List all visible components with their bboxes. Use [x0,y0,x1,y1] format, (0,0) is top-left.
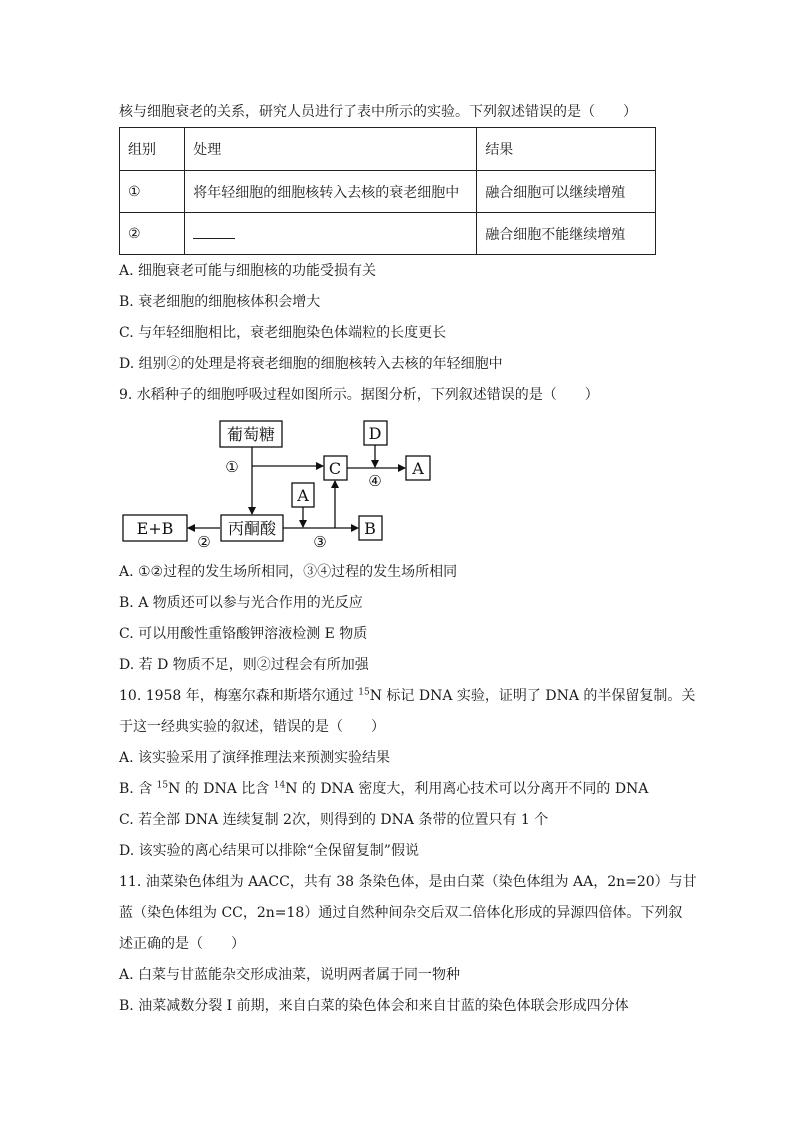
step-2-label: ② [197,533,211,548]
cell-result: 融合细胞不能继续增殖 [477,213,656,255]
d-label: D [368,424,382,443]
cell-treatment: 将年轻细胞的细胞核转入去核的衰老细胞中 [185,171,477,213]
experiment-table [119,127,656,255]
step-4-label: ④ [368,472,382,490]
q11-option-a: A. 白菜与甘蓝能杂交形成油菜，说明两者属于同一物种 [119,967,461,983]
q10-text: 10. 1958 年，梅塞尔森和斯塔尔通过 [119,688,359,704]
q8-option-c: C. 与年轻细胞相比，衰老细胞染色体端粒的长度更长 [119,325,447,341]
step-1-label: ① [225,458,239,476]
question-stem-q9: 9. 水稻种子的细胞呼吸过程如图所示。据图分析，下列叙述错误的是（ ） [119,387,599,403]
question-stem-q8: 核与细胞衰老的关系，研究人员进行了表中所示的实验。下列叙述错误的是（ ） [119,104,637,120]
question-stem-q11-cont: 述正确的是（ ） [119,936,245,952]
q10-option-d: D. 该实验的离心结果可以排除“全保留复制”假说 [119,843,419,859]
q10-text: N 标记 DNA 实验，证明了 DNA 的半保留复制。关 [369,688,696,704]
table-header-row [120,128,656,171]
isotope-superscript: 14 [273,780,286,791]
e-plus-b-label: E+B [136,519,174,538]
q9-option-a: A. ①②过程的发生场所相同，③④过程的发生场所相同 [119,564,458,580]
pyruvate-label: 丙酮酸 [227,519,277,538]
cell-treatment-blank [185,213,477,255]
cell-group: ② [120,213,185,255]
question-stem-q10-cont: 于这一经典实验的叙述，错误的是（ ） [119,719,385,735]
q9-option-b: B. A 物质还可以参与光合作用的光反应 [119,595,363,611]
header-treatment: 处理 [185,128,477,171]
q9-option-d: D. 若 D 物质不足，则②过程会有所加强 [119,657,369,673]
fill-blank-line [193,224,235,239]
q11-option-b: B. 油菜减数分裂 I 前期，来自白菜的染色体会和来自甘蓝的染色体联会形成四分体 [119,998,629,1014]
table-row [120,171,656,213]
q8-option-b: B. 衰老细胞的细胞核体积会增大 [119,294,321,310]
table-row [120,213,656,255]
step-3-label: ③ [313,533,327,548]
cell-result: 融合细胞可以继续增殖 [477,171,656,213]
question-stem-q11: 11. 油菜染色体组为 AACC，共有 38 条染色体，是由白菜（染色体组为 AA，2n=20）与甘 [119,874,697,890]
q10-text: N 的 DNA 密度大，利用离心技术可以分离开不同的 DNA [285,781,649,797]
q8-option-a: A. 细胞衰老可能与细胞核的功能受损有关 [119,263,377,279]
b-label: B [364,519,376,538]
q10-text: N 的 DNA 比含 [168,781,274,797]
q10-option-b [119,779,648,799]
isotope-superscript: 15 [358,687,370,698]
q10-text: B. 含 [119,781,157,797]
q8-option-d: D. 组别②的处理是将衰老细胞的细胞核转入去核的年轻细胞中 [119,356,503,372]
q10-option-c: C. 若全部 DNA 连续复制 2次，则得到的 DNA 条带的位置只有 1 个 [119,812,549,828]
header-result: 结果 [477,128,656,171]
header-group: 组别 [120,128,185,171]
question-stem-q11-cont: 蓝（染色体组为 CC，2n=18）通过自然种间杂交后双二倍体化形成的异源四倍体。下列叙 [119,905,683,921]
question-stem-q10 [119,686,695,706]
glucose-label: 葡萄糖 [226,425,276,444]
a-label-right: A [412,459,424,478]
c-label: C [328,459,342,478]
isotope-superscript: 15 [156,780,169,791]
cell-group: ① [120,171,185,213]
q9-option-c: C. 可以用酸性重铬酸钾溶液检测 E 物质 [119,626,368,642]
q10-option-a: A. 该实验采用了演绎推理法来预测实验结果 [119,750,391,766]
a-label-upper: A [297,486,309,505]
respiration-diagram [120,418,440,548]
